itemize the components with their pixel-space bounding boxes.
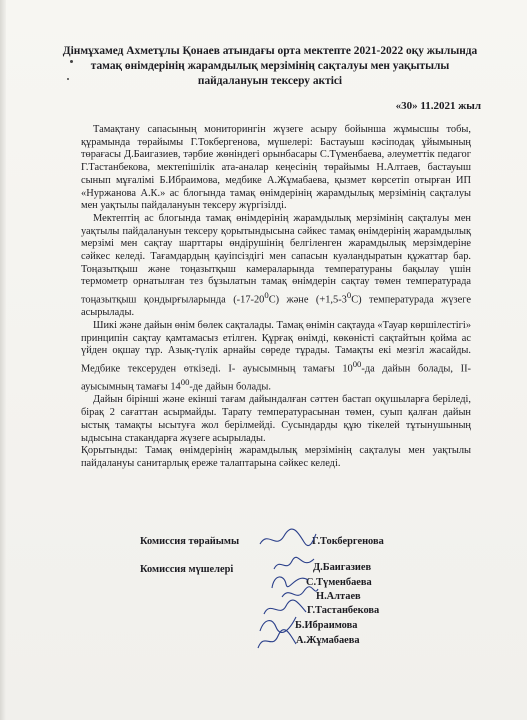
signature-member-6 <box>256 628 298 652</box>
paragraph-1: Тамақтану сапасының мониторингін жүзеге асыру бойынша жұмысшы тобы, құрамында төрайымы Г.Токбергенова, мүшелері: Бастауыш кәсіподақ ұйымының төрағасы Д.Баигазиев, тәрбие жөніндегі орынбасары С.Түменбаева, әлеуметтік педагог Г.Тастанбекова, мектепішілік ата-аналар кеңесінің төрайымы Н.Алтаев, бастауыш сынып мұғалімі Б.Ибраимова, медбике А.Жұмабаева, қызмет көрсетіп отырған ИП «Нуржанова А.К.» ас блогында тамақ өнімдерінің жарамдылық мерзімінің сақталуы мен уақтылы пайдалануын тексеру жүргізілді. <box>81 124 471 212</box>
paragraph-2 <box>81 213 471 320</box>
paragraph-2-text: Мектептің ас блогында тамақ өнімдерінің жарамдылық мерзімінің сақталуы мен уақтылы пайдалануын тексеру қорытындысына сәйкес тамақ өнімдерінің жарамдылық мерзімі мен сақтау шарттары өндірушінің белгіленген жарамдылық мерзімдеріне сәйкес келеді. Тағамдардың қауіпсіздігі мен сапасын куәландыратын құжаттар бар. Тоңазытқыш және тоңазытқыш камераларында температураны бақылау үшін термометр орнатылған тез бұзылатын тамақ өнімдерін сақтау төмен температурада тоңазытқыш қондырғыларында <box>81 212 471 306</box>
temp-range-2: (+1,5-3 <box>315 294 347 306</box>
temp-range-1: (-17-20 <box>233 294 265 306</box>
member-1: Д.Баигазиев <box>313 562 372 573</box>
member-5: Б.Ибраимова <box>295 620 358 631</box>
document-body <box>81 124 471 471</box>
shift-sup-2: 00 <box>180 377 190 388</box>
member-4: Г.Тастанбекова <box>307 605 380 616</box>
degree-sup: 0 <box>346 290 352 301</box>
document-date: «30» 11.2021 жыл <box>395 100 481 112</box>
temp-tail: температурада жүзеге асырылады. <box>81 294 471 319</box>
degree-sup: 0 <box>264 290 269 301</box>
temp-joiner: және <box>286 294 309 306</box>
member-2: С.Түменбаева <box>306 577 372 588</box>
shift-mid: -да дайын болады, II- ауысымның тамағы 14 <box>81 363 471 393</box>
shift-tail: -де дайын болады. <box>189 381 271 393</box>
members-label: Комиссия мүшелері <box>140 564 234 575</box>
scan-edge <box>0 0 6 720</box>
chair-name: Г.Токбергенова <box>312 536 384 547</box>
member-6: А.Жұмабаева <box>296 635 360 646</box>
paragraph-4: Дайын бірінші және екінші тағам дайындалған сәттен бастап оқушыларға беріледі, бірақ 2 сағаттан асырмайды. Тарату температурасынан төмен, суып қалған дайын ыстық тамақты ысытуға жол берілмейді. Сусындарды құю тікелей тұтынушының ыдысына стакандарға жүзеге асырылады. <box>81 394 471 444</box>
paragraph-3 <box>81 320 471 394</box>
temp-unit-1: С) <box>268 294 280 306</box>
chair-label: Комиссия төрайымы <box>140 536 240 547</box>
paragraph-5: Қорытынды: Тамақ өнімдерінің жарамдылық мерзімінің сақталуы мен уақтылы пайдалануы санитарлық ереже талаптарына сәйкес келеді. <box>81 445 471 469</box>
signature-chair <box>258 528 318 550</box>
paragraph-3-text: Шикі және дайын өнім бөлек сақталады. Тамақ өнімін сақтауда «Тауар көршілестігі» принципін сақтау қамтамасыз етілген. Құрғақ өнімді, көкөністі сақтайтын қойма ас үйден оқшау тұр. Азық-түлік арнайы сөреде тұрады. Тамақты екі мезгіл жасайды. Медбике тексеруден өткізеді. I- ауысымның тамағы 10 <box>81 320 472 375</box>
shift-sup-1: 00 <box>352 359 362 370</box>
document-title: Дінмұхамед Ахметұлы Қонаев атындағы орта мектепте 2021-2022 оқу жылында тамақ өнімдерінің жарамдылық мерзімінің сақталуы мен уақытылы пайдалануын тексеру актісі <box>62 45 478 87</box>
member-3: Н.Алтаев <box>316 591 361 602</box>
temp-unit-2: С) <box>351 294 362 306</box>
